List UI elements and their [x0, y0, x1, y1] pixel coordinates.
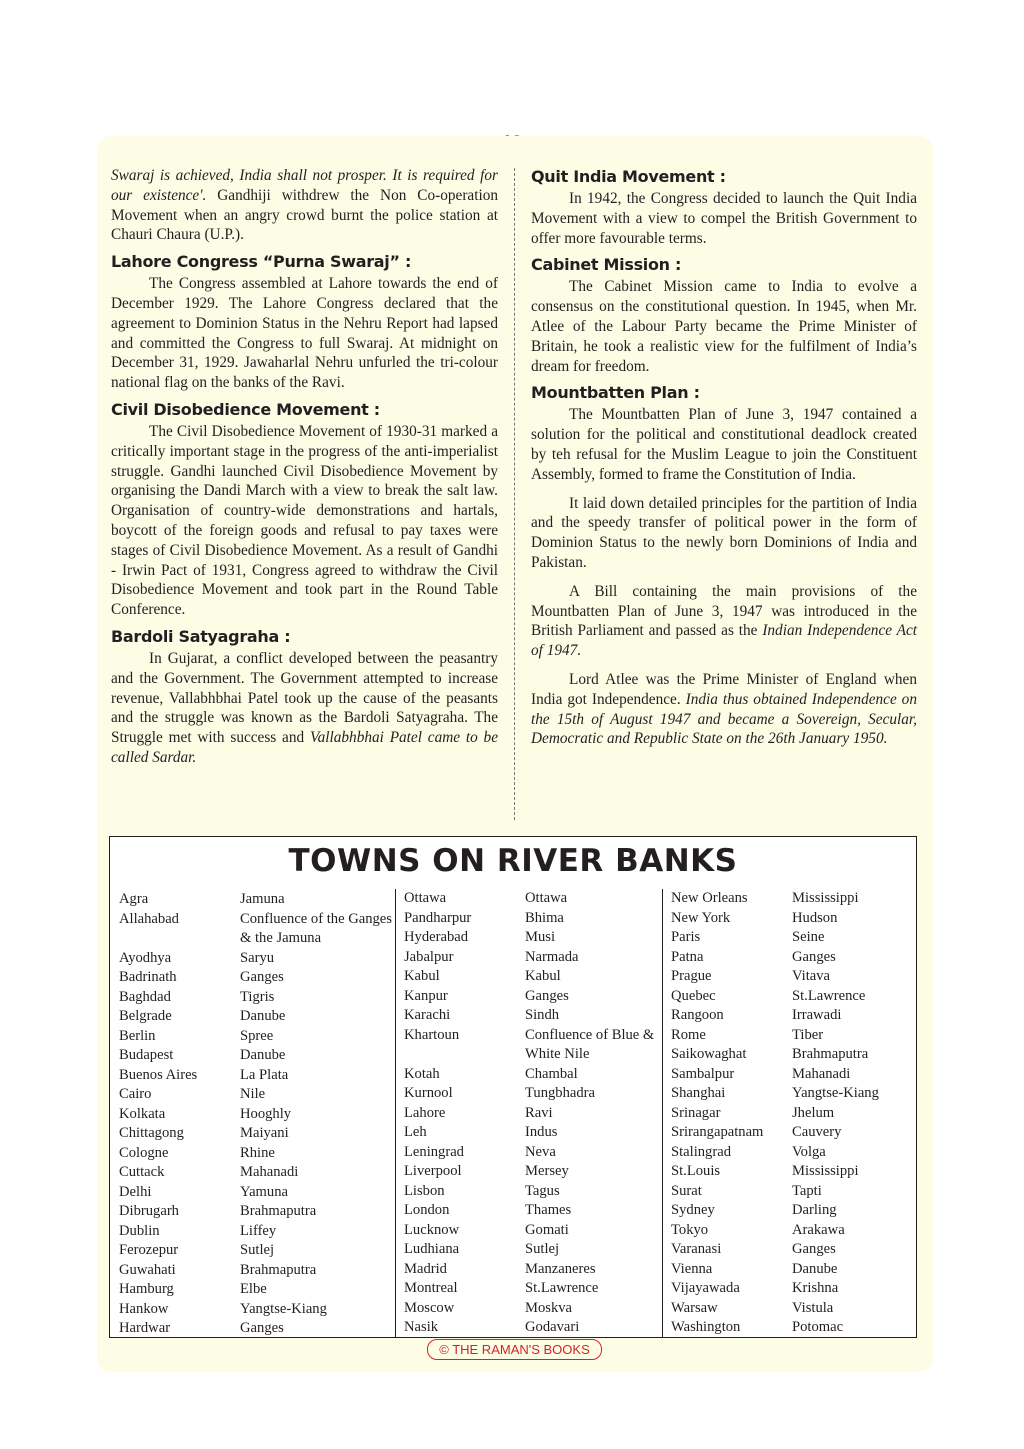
town-row [404, 967, 671, 987]
column-divider [514, 168, 515, 820]
town-row [671, 1143, 938, 1163]
river-name: Musi [525, 929, 556, 945]
mountbatten-paragraph-3 [531, 582, 917, 661]
river-name: Vitava [792, 968, 831, 984]
river-name: Hudson [792, 909, 838, 926]
town-row [404, 1006, 671, 1026]
town-name: Budapest [119, 1047, 174, 1063]
town-name: Vijayawada [671, 1280, 740, 1296]
town-name: Buenos Aires [119, 1066, 198, 1083]
town-name: Surat [671, 1182, 702, 1199]
town-name: Warsaw [671, 1299, 718, 1316]
town-row [404, 1123, 671, 1143]
town-row [671, 1201, 938, 1221]
town-name: Tokyo [671, 1221, 709, 1238]
town-row [671, 1065, 938, 1085]
town-row [119, 1241, 395, 1261]
river-name: St.Lawrence [525, 1280, 599, 1296]
town-row [404, 1221, 671, 1241]
river-name: Ganges [240, 969, 284, 985]
river-name: Sutlej [240, 1242, 275, 1258]
town-name: Hyderabad [404, 929, 469, 945]
town-name: Leh [404, 1124, 427, 1140]
town-name: Kanpur [404, 987, 448, 1004]
town-name: Moscow [404, 1299, 455, 1316]
river-name: Mississippi [792, 890, 859, 906]
town-name: Patna [671, 948, 704, 965]
town-row [119, 1007, 395, 1027]
town-row [404, 928, 671, 948]
river-name: Seine [792, 929, 825, 945]
town-name: London [404, 1202, 450, 1218]
town-name: Saikowaghat [671, 1046, 747, 1062]
river-name: Danube [792, 1260, 838, 1277]
mountbatten-p4-text: Lord Atlee was the Prime Minister of England when India got Independence. [531, 670, 917, 708]
town-name: Cairo [119, 1086, 152, 1102]
river-name: Narmada [525, 948, 579, 965]
civil-disobedience-paragraph: The Civil Disobedience Movement of 1930-31 marked a critically important stage in the progress of the anti-imperialist struggle. Gandhi launched Civil Disobedience Movement by organising the Dandi March with a view to break the salt law. Organisation of country-wide demonstrations and hartals, boycott of the foreign goods and refusal to pay taxes were stages of Civil Disobedience Movement. As a result of Gandhi - Irwin Pact of 1931, Congress agreed to withdraw the Civil Disobedience Movement and took part in the Round Table Conference. [111, 422, 498, 619]
town-name: Cuttack [119, 1164, 165, 1180]
town-row [404, 1084, 671, 1104]
town-row [119, 988, 395, 1008]
town-row [119, 1280, 395, 1300]
intro-paragraph [111, 166, 498, 245]
town-row [671, 1260, 938, 1280]
town-name: Belgrade [119, 1008, 172, 1024]
cabinet-mission-paragraph: The Cabinet Mission came to India to evolve a consensus on the constitutional question. In 1945, when Mr. Atlee of the Labour Party became the Prime Minister of Britain, he took a realistic view for the fulfilment of India’s dream for freedom. [531, 278, 917, 375]
town-name: Cologne [119, 1144, 169, 1161]
town-name: Srirangapatnam [671, 1124, 764, 1140]
mountbatten-paragraph-1: The Mountbatten Plan of June 3, 1947 contained a solution for the political and constitutional deadlock created by teh refusal for the Muslim League to join the Constituent Assembly, formed to frame the Constitution of India. [531, 406, 917, 483]
river-name: Bhima [525, 909, 564, 926]
river-name: Sutlej [525, 1241, 560, 1257]
river-name: Potomac [792, 1319, 844, 1335]
town-row [671, 1123, 938, 1143]
town-row [671, 967, 938, 987]
town-row [671, 948, 938, 968]
town-name: Vienna [671, 1260, 713, 1277]
lahore-congress-paragraph: The Congress assembled at Lahore towards the end of December 1929. The Lahore Congress declared that the agreement to Dominion Status in the Nehru Report had lapsed and committed the Congress to full Swaraj. At midnight on December 31, 1929. Jawaharlal Nehru unfurled the tri-colour national flag on the banks of the Ravi. [111, 275, 498, 392]
town-row [671, 1318, 938, 1338]
town-row [119, 1027, 395, 1047]
town-row [404, 987, 671, 1007]
town-row [119, 1222, 395, 1242]
river-name: Elbe [240, 1281, 267, 1297]
river-name: Indus [525, 1124, 558, 1140]
town-row [119, 910, 395, 949]
bardoli-satyagraha-heading: Bardoli Satyagraha : [111, 626, 291, 646]
river-name: Mahanadi [792, 1065, 851, 1082]
mountbatten-plan-heading: Mountbatten Plan : [531, 383, 700, 403]
town-name: Agra [119, 891, 149, 907]
town-row [119, 1144, 395, 1164]
river-name: Mersey [525, 1163, 569, 1179]
river-name: Gomati [525, 1221, 569, 1238]
town-name: Pandharpur [404, 909, 472, 926]
town-row [119, 890, 395, 910]
river-name: Tungbhadra [525, 1085, 595, 1101]
river-name: Nile [240, 1086, 266, 1102]
town-name: Ludhiana [404, 1241, 460, 1257]
town-row [119, 1202, 395, 1222]
river-name: Mississippi [792, 1163, 859, 1179]
river-name: Mahanadi [240, 1164, 299, 1180]
town-row [671, 928, 938, 948]
town-row [671, 1162, 938, 1182]
town-row [404, 1240, 671, 1260]
town-name: Hankow [119, 1300, 169, 1317]
river-name: Arakawa [792, 1221, 845, 1238]
town-row [119, 1183, 395, 1203]
river-name: Ganges [525, 987, 569, 1004]
town-name: Stalingrad [671, 1143, 731, 1160]
town-row [671, 1279, 938, 1299]
town-row [119, 1105, 395, 1125]
town-row [119, 1300, 395, 1320]
town-row [671, 987, 938, 1007]
town-name: Paris [671, 929, 701, 945]
river-name: Volga [792, 1143, 826, 1160]
town-row [671, 1026, 938, 1046]
town-name: Varanasi [671, 1241, 722, 1257]
town-name: Dibrugarh [119, 1203, 179, 1219]
town-row [671, 1299, 938, 1319]
town-row [404, 1299, 671, 1319]
mountbatten-p3-italic: Indian Independence Act of 1947. [531, 622, 917, 660]
town-name: Montreal [404, 1280, 458, 1296]
town-name: Khartoun [404, 1026, 460, 1043]
town-name: Sydney [671, 1202, 715, 1218]
town-row [404, 909, 671, 929]
river-name: Neva [525, 1143, 556, 1160]
town-row [404, 1143, 671, 1163]
river-name: Confluence of Blue & White Nile [525, 1026, 655, 1062]
town-row [671, 1104, 938, 1124]
civil-disobedience-heading: Civil Disobedience Movement : [111, 399, 380, 419]
river-name: Vistula [792, 1299, 834, 1316]
town-row [404, 1201, 671, 1221]
town-row [404, 889, 671, 909]
mountbatten-p4-italic: India thus obtained Independence on the 15th of August 1947 and became a Sovereign, Secular, Democratic and Republic State on the 26th January 1950. [531, 690, 917, 748]
copyright-badge: © THE RAMAN'S BOOKS [427, 1339, 602, 1360]
town-name: Ottawa [404, 890, 447, 906]
mountbatten-paragraph-4 [531, 670, 917, 749]
intro-quote: Swaraj is achieved, India shall not prosper. It is required for our existence'. [111, 167, 498, 204]
town-name: Chittagong [119, 1125, 184, 1141]
river-name: Maiyani [240, 1125, 289, 1141]
intro-text: Gandhiji withdrew the Non Co-operation Movement when an angry crowd burnt the police station at Chauri Chaura (U.P.). [111, 186, 499, 244]
river-name: Irrawadi [792, 1007, 842, 1023]
town-name: Kolkata [119, 1105, 166, 1122]
town-row [404, 948, 671, 968]
town-name: Jabalpur [404, 948, 454, 965]
river-name: Brahmaputra [792, 1046, 869, 1062]
town-row [119, 1085, 395, 1105]
town-name: Kabul [404, 968, 440, 984]
town-row [119, 949, 395, 969]
town-row [119, 1066, 395, 1086]
town-name: Guwahati [119, 1261, 176, 1278]
town-row [404, 1318, 671, 1338]
town-name: Liverpool [404, 1163, 462, 1179]
river-name: Thames [525, 1202, 572, 1218]
river-name: Kabul [525, 968, 561, 984]
river-name: Sindh [525, 1007, 560, 1023]
town-name: Lucknow [404, 1221, 460, 1238]
river-name: Yangtse-Kiang [792, 1085, 879, 1101]
river-name: Chambal [525, 1065, 578, 1082]
town-name: Kurnool [404, 1085, 453, 1101]
river-name: Ganges [240, 1320, 284, 1336]
towns-column-2 [395, 889, 671, 1337]
town-name: Ferozepur [119, 1242, 179, 1258]
town-row [404, 1279, 671, 1299]
town-row [404, 1162, 671, 1182]
bardoli-italic: Vallabhbhai Patel came to be called Sardar. [111, 729, 498, 766]
river-name: Tigris [240, 988, 275, 1005]
town-row [404, 1065, 671, 1085]
river-name: Liffey [240, 1222, 277, 1239]
town-row [671, 1240, 938, 1260]
town-name: Allahabad [119, 910, 179, 927]
river-name: Ganges [792, 1241, 836, 1257]
river-name: Jamuna [240, 891, 285, 907]
town-row [671, 1006, 938, 1026]
river-name: Cauvery [792, 1124, 842, 1140]
river-name: Ganges [792, 948, 836, 965]
town-name: Berlin [119, 1027, 156, 1044]
town-row [404, 1260, 671, 1280]
towns-table-title: TOWNS ON RIVER BANKS [288, 843, 738, 879]
river-name: Ottawa [525, 890, 568, 906]
town-name: Nasik [404, 1319, 439, 1335]
town-row [404, 1182, 671, 1202]
right-column [531, 166, 917, 749]
town-name: Washington [671, 1319, 741, 1335]
town-name: Sambalpur [671, 1065, 735, 1082]
river-name: Rhine [240, 1144, 275, 1161]
river-name: Tiber [792, 1026, 824, 1043]
town-name: Rome [671, 1026, 706, 1043]
town-name: New York [671, 909, 731, 926]
towns-column-1 [119, 890, 395, 1339]
town-row [119, 1124, 395, 1144]
town-row [671, 889, 938, 909]
left-column [111, 166, 498, 768]
bardoli-satyagraha-paragraph [111, 649, 498, 768]
town-name: New Orleans [671, 890, 748, 906]
river-name: St.Lawrence [792, 987, 866, 1004]
river-name: La Plata [240, 1066, 289, 1083]
mountbatten-paragraph-2: It laid down detailed principles for the partition of India and the speedy transfer of political power in the form of Dominion Status to the newly born Dominions of India and Pakistan. [531, 494, 917, 571]
town-name: Quebec [671, 987, 716, 1004]
town-row [119, 1163, 395, 1183]
town-name: Dublin [119, 1222, 160, 1239]
town-row [671, 1084, 938, 1104]
river-name: Darling [792, 1202, 837, 1218]
town-row [119, 1261, 395, 1281]
river-name: Ravi [525, 1104, 553, 1121]
river-name: Manzaneres [525, 1260, 596, 1277]
river-name: Brahmaputra [240, 1261, 317, 1278]
river-name: Brahmaputra [240, 1203, 317, 1219]
towns-column-3 [662, 889, 938, 1337]
town-name: Hamburg [119, 1281, 174, 1297]
river-name: Danube [240, 1047, 286, 1063]
town-name: Delhi [119, 1183, 152, 1200]
river-name: Godavari [525, 1319, 580, 1335]
river-name: Hooghly [240, 1105, 292, 1122]
town-row [119, 1046, 395, 1066]
town-row [404, 1104, 671, 1124]
town-name: St.Louis [671, 1163, 721, 1179]
town-name: Ayodhya [119, 949, 172, 966]
river-name: Krishna [792, 1280, 839, 1296]
town-name: Rangoon [671, 1007, 724, 1023]
town-name: Kotah [404, 1065, 440, 1082]
river-name: Yangtse-Kiang [240, 1300, 327, 1317]
town-name: Prague [671, 968, 712, 984]
river-name: Saryu [240, 949, 275, 966]
town-row [671, 1182, 938, 1202]
town-row [404, 1026, 671, 1065]
towns-table [109, 836, 917, 1338]
quit-india-paragraph: In 1942, the Congress decided to launch the Quit India Movement with a view to compel the British Government to offer more favourable terms. [531, 190, 917, 247]
river-name: Danube [240, 1008, 286, 1024]
town-name: Lisbon [404, 1182, 445, 1199]
town-row [119, 1319, 395, 1339]
town-name: Baghdad [119, 988, 171, 1005]
river-name: Confluence of the Ganges & the Jamuna [240, 910, 392, 946]
town-name: Hardwar [119, 1320, 171, 1336]
town-name: Srinagar [671, 1104, 721, 1121]
river-name: Tapti [792, 1182, 822, 1199]
town-row [119, 968, 395, 988]
town-name: Badrinath [119, 969, 177, 985]
town-name: Shanghai [671, 1085, 726, 1101]
town-row [671, 1045, 938, 1065]
town-row [671, 909, 938, 929]
river-name: Jhelum [792, 1104, 835, 1121]
town-name: Madrid [404, 1260, 447, 1277]
river-name: Moskva [525, 1299, 573, 1316]
town-name: Karachi [404, 1007, 451, 1023]
quit-india-heading: Quit India Movement : [531, 167, 726, 186]
river-name: Tagus [525, 1182, 560, 1199]
mountbatten-p3-text: A Bill containing the main provisions of the Mountbatten Plan of June 3, 1947 was introduced in the British Parliament and passed as the [531, 582, 917, 640]
town-name: Lahore [404, 1104, 446, 1121]
town-name: Leningrad [404, 1143, 464, 1160]
town-row [671, 1221, 938, 1241]
cabinet-mission-heading: Cabinet Mission : [531, 255, 682, 275]
bardoli-text: In Gujarat, a conflict developed between the peasantry and the Government. The Government attempted to increase revenue, Vallabhbhai Patel took up the cause of the peasants and the struggle was known as the Bardoli Satyagraha. The Struggle met with success and [111, 649, 498, 747]
river-name: Yamuna [240, 1183, 288, 1200]
lahore-congress-heading: Lahore Congress “Purna Swaraj” : [111, 252, 412, 272]
river-name: Spree [240, 1027, 274, 1044]
